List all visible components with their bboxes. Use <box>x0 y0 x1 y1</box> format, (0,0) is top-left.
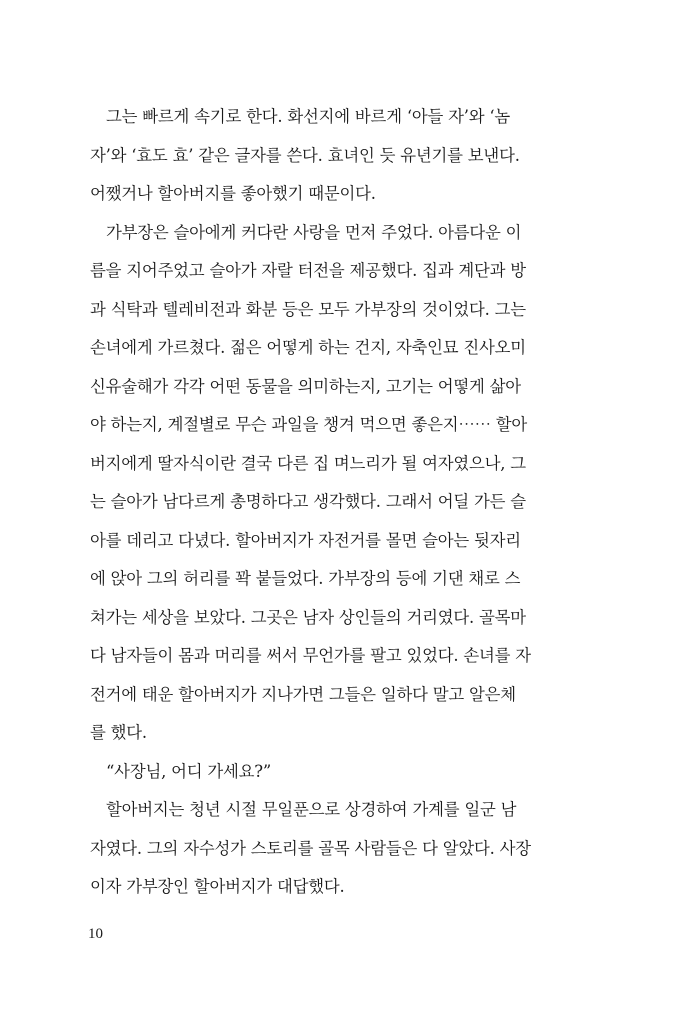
text-line: 아를 데리고 다녔다. 할아버지가 자전거를 몰면 슬아는 뒷자리 <box>90 530 521 550</box>
text-line: 어쨌거나 할아버지를 좋아했기 때문이다. <box>90 184 376 203</box>
text-line: 신유술해가 각각 어떤 동물을 의미하는지, 고기는 어떻게 삶아 <box>90 376 521 396</box>
text-line: 쳐가는 세상을 보았다. 그곳은 남자 상인들의 거리였다. 골목마 <box>90 607 526 627</box>
text-line: 이자 가부장인 할아버지가 대답했다. <box>90 877 345 896</box>
text-line: 가부장은 슬아에게 커다란 사랑을 먼저 주었다. 아름다운 이 <box>106 222 522 242</box>
text-line: 버지에게 딸자식이란 결국 다른 집 며느리가 될 여자였으나, 그 <box>90 453 526 473</box>
text-line: 손녀에게 가르쳤다. 젊은 어떻게 하는 건지, 자축인묘 진사오미 <box>90 338 526 357</box>
page-number: 10 <box>88 926 103 942</box>
text-line: 전거에 태운 할아버지가 지나가면 그들은 일하다 말고 알은체 <box>90 684 516 704</box>
text-line: 에 앉아 그의 허리를 꽉 붙들었다. 가부장의 등에 기댄 채로 스 <box>90 569 521 588</box>
text-line: 자였다. 그의 자수성가 스토리를 골목 사람들은 다 알았다. 사장 <box>90 838 531 858</box>
text-line: 를 했다. <box>90 723 147 742</box>
body-text <box>90 98 582 907</box>
text-line: 과 식탁과 텔레비전과 화분 등은 모두 가부장의 것이었다. 그는 <box>90 299 526 319</box>
text-line: 그는 빠르게 속기로 한다. 화선지에 바르게 ‘아들 자’와 ‘놈 <box>106 107 511 126</box>
text-line: 할아버지는 청년 시절 무일푼으로 상경하여 가계를 일군 남 <box>106 800 517 819</box>
text-line: 자’와 ‘효도 효’ 같은 글자를 쓴다. 효녀인 듯 유년기를 보낸다. <box>90 145 520 165</box>
dialogue-line: “사장님, 어디 가세요?” <box>106 761 272 781</box>
text-line: 는 슬아가 남다르게 총명하다고 생각했다. 그래서 어딜 가든 슬 <box>90 492 526 511</box>
text-line: 름을 지어주었고 슬아가 자랄 터전을 제공했다. 집과 계단과 방 <box>90 261 526 280</box>
text-line: 야 하는지, 계절별로 무슨 과일을 챙겨 먹으면 좋은지⋯⋯ 할아 <box>90 415 528 434</box>
text-line: 다 남자들이 몸과 머리를 써서 무언가를 팔고 있었다. 손녀를 자 <box>90 646 531 665</box>
